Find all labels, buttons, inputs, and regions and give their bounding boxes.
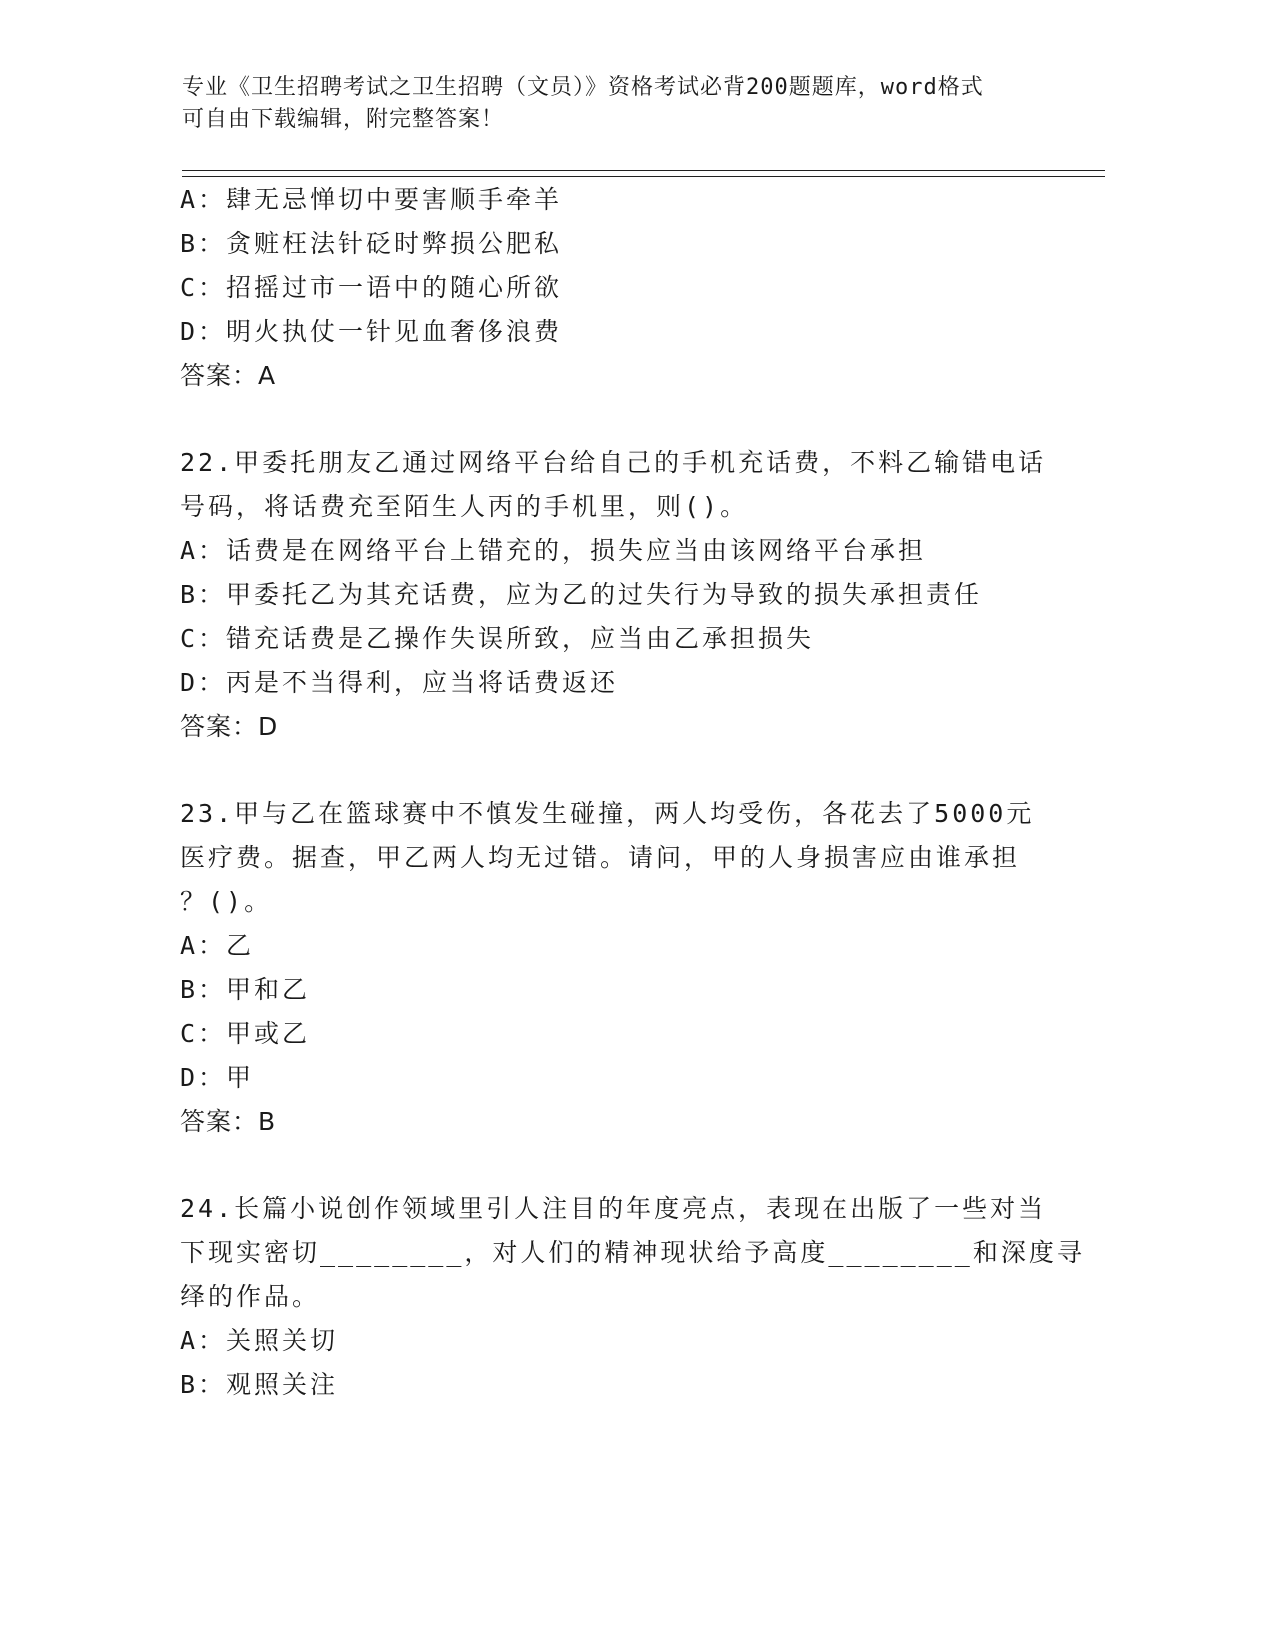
question-text-line: 22.甲委托朋友乙通过网络平台给自己的手机充话费，不料乙输错电话 xyxy=(180,448,1047,477)
header-divider-top xyxy=(182,170,1105,171)
question-22 xyxy=(180,441,1050,749)
header-line-2: 可自由下载编辑，附完整答案！ xyxy=(182,107,505,132)
option-a: A：话费是在网络平台上错充的，损失应当由该网络平台承担 xyxy=(180,536,927,565)
option-d: D：甲 xyxy=(180,1063,255,1092)
document-header xyxy=(182,72,1062,136)
header-line-1: 专业《卫生招聘考试之卫生招聘（文员）》资格考试必背200题题库，word格式 xyxy=(182,75,984,100)
spacer xyxy=(180,749,1050,792)
option-d: D：明火执仗一针见血奢侈浪费 xyxy=(180,317,563,346)
question-text-line: 24.长篇小说创作领域里引人注目的年度亮点，表现在出版了一些对当 xyxy=(180,1194,1047,1223)
question-list xyxy=(180,178,1085,1407)
question-23 xyxy=(180,792,1050,1144)
spacer xyxy=(180,398,1050,441)
question-24 xyxy=(180,1187,1085,1407)
option-b: B：甲委托乙为其充话费，应为乙的过失行为导致的损失承担责任 xyxy=(180,580,983,609)
answer-line: 答案：B xyxy=(180,1107,277,1136)
option-d: D：丙是不当得利，应当将话费返还 xyxy=(180,668,619,697)
option-a: A：肆无忌惮切中要害顺手牵羊 xyxy=(180,185,563,214)
question-text-line: 医疗费。据查，甲乙两人均无过错。请问，甲的人身损害应由谁承担 xyxy=(180,843,1021,872)
answer-line: 答案：D xyxy=(180,712,279,741)
option-b: B：观照关注 xyxy=(180,1370,339,1399)
question-text-line: 号码，将话费充至陌生人丙的手机里，则()。 xyxy=(180,492,749,521)
question-21 xyxy=(180,178,1050,398)
question-text-line: 23.甲与乙在篮球赛中不慎发生碰撞，两人均受伤，各花去了5000元 xyxy=(180,799,1035,828)
option-c: C：招摇过市一语中的随心所欲 xyxy=(180,273,563,302)
option-b: B：贪赃枉法针砭时弊损公肥私 xyxy=(180,229,563,258)
option-c: C：甲或乙 xyxy=(180,1019,311,1048)
option-b: B：甲和乙 xyxy=(180,975,311,1004)
answer-line: 答案：A xyxy=(180,361,277,390)
question-text-line: 绎的作品。 xyxy=(180,1282,321,1311)
header-divider-bottom xyxy=(182,176,1105,177)
question-text-line: 下现实密切________，对人们的精神现状给予高度________和深度寻 xyxy=(180,1238,1085,1267)
option-a: A：关照关切 xyxy=(180,1326,339,1355)
option-a: A：乙 xyxy=(180,931,255,960)
question-text-line: ？()。 xyxy=(180,887,273,916)
spacer xyxy=(180,1144,1050,1187)
option-c: C：错充话费是乙操作失误所致，应当由乙承担损失 xyxy=(180,624,815,653)
